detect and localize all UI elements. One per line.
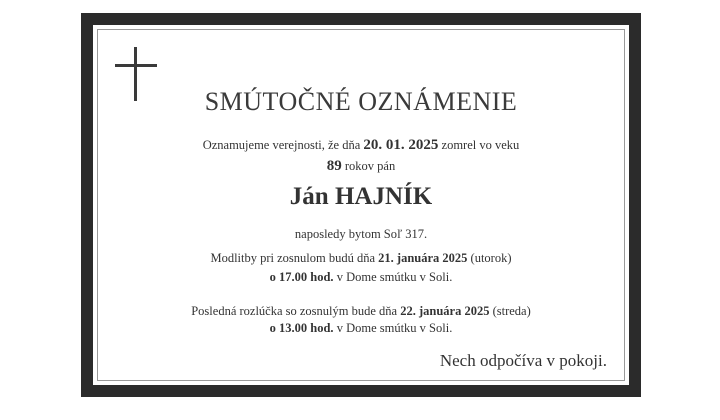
notice-card [93,25,629,385]
notice-title: SMÚTOČNÉ OZNÁMENIE [204,87,518,116]
prayers-line [93,251,629,266]
age-line [93,158,629,175]
farewell-time-line [93,321,629,336]
announce-prefix: Oznamujeme verejnosti, že dňa [202,138,361,152]
prayers-day: (utorok) [470,251,512,265]
age-value: 89 [326,158,342,174]
residence-line: naposledy bytom Soľ 317. [294,227,428,241]
farewell-time: o 13.00 hod. [269,321,334,335]
prayers-time: o 17.00 hod. [269,270,334,284]
farewell-date: 22. januára 2025 [400,304,490,318]
farewell-day: (streda) [492,304,531,318]
farewell-place: v Dome smútku v Soli. [336,321,453,335]
death-date: 20. 01. 2025 [363,137,439,153]
farewell-line [93,304,629,319]
farewell-prefix: Posledná rozlúčka so zosnulým bude dňa [191,304,398,318]
prayers-prefix: Modlitby pri zosnulom budú dňa [210,251,376,265]
prayers-place: v Dome smútku v Soli. [336,270,453,284]
announce-suffix: zomrel vo veku [441,138,520,152]
closing-line: Nech odpočíva v pokoji. [439,351,607,370]
deceased-name: Ján HAJNÍK [289,183,433,210]
prayers-time-line [93,270,629,285]
prayers-date: 21. januára 2025 [378,251,468,265]
announce-line [93,137,629,154]
age-suffix: rokov pán [344,159,396,173]
mourning-border [81,13,641,397]
